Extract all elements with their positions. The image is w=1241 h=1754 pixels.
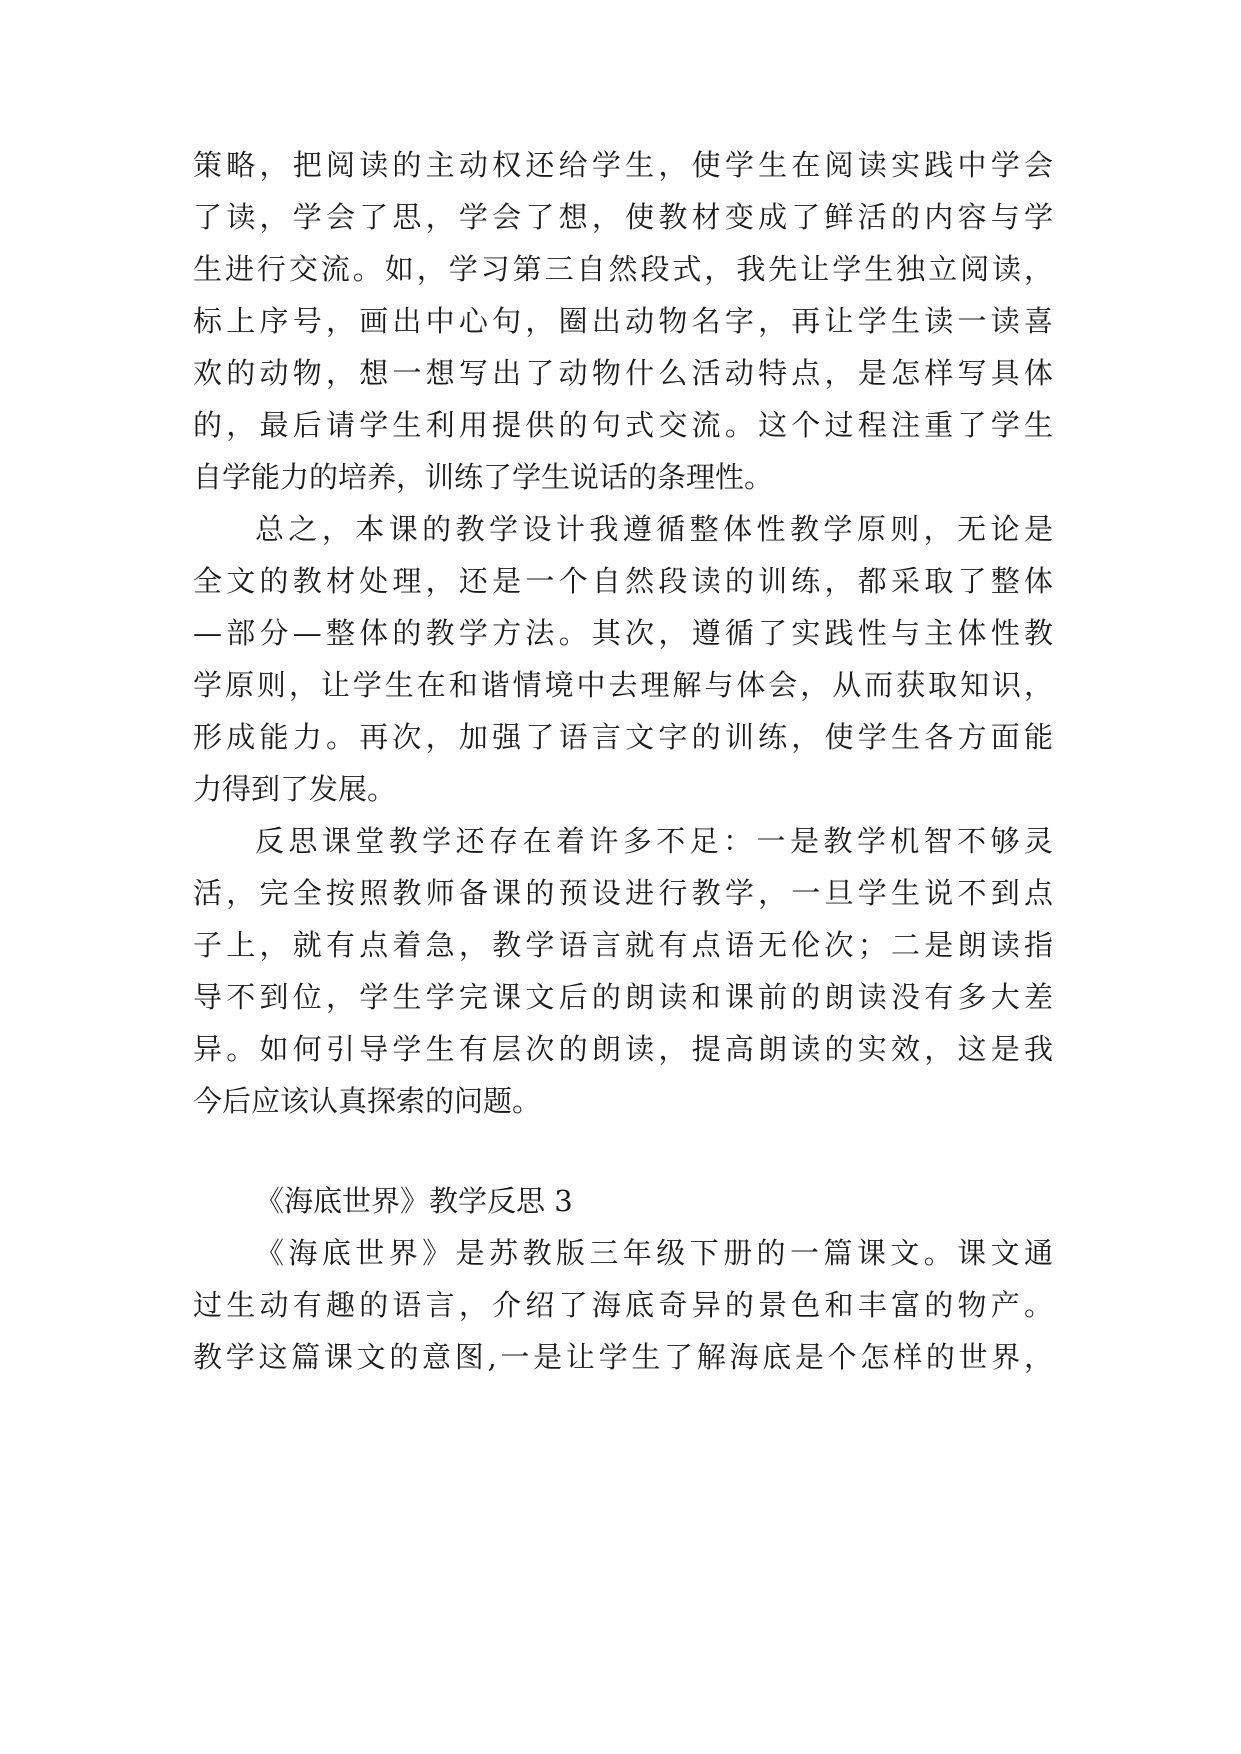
text-line: 子上，就有点着急，教学语言就有点语无伦次；二是朗读指 — [193, 928, 1053, 962]
text-line: 自学能力的培养，训练了学生说话的条理性。 — [193, 460, 774, 494]
text-line: 过生动有趣的语言，介绍了海底奇异的景色和丰富的物产。 — [193, 1288, 1053, 1322]
text-line: 异。如何引导学生有层次的朗读，提高朗读的实效，这是我 — [193, 1032, 1053, 1066]
paragraph-first-line: 《海底世界》是苏教版三年级下册的一篇课文。课文通 — [255, 1236, 1053, 1270]
paragraph-first-line: 总之，本课的教学设计我遵循整体性教学原则，无论是 — [255, 512, 1053, 546]
text-line: 今后应该认真探索的问题。 — [193, 1084, 542, 1118]
text-line: 欢的动物，想一想写出了动物什么活动特点，是怎样写具体 — [193, 356, 1053, 390]
section-heading: 《海底世界》教学反思 3 — [255, 1184, 573, 1218]
text-line: 形成能力。再次，加强了语言文字的训练，使学生各方面能 — [193, 720, 1053, 754]
paragraph-first-line: 反思课堂教学还存在着许多不足：一是教学机智不够灵 — [255, 824, 1053, 858]
text-line: 学原则，让学生在和谐情境中去理解与体会，从而获取知识， — [193, 668, 1053, 702]
text-line: 标上序号，画出中心句，圈出动物名字，再让学生读一读喜 — [193, 304, 1053, 338]
text-line: 全文的教材处理，还是一个自然段读的训练，都采取了整体 — [193, 564, 1053, 598]
text-line: 力得到了发展。 — [193, 772, 397, 806]
text-line: 了读，学会了思，学会了想，使教材变成了鲜活的内容与学 — [193, 200, 1053, 234]
text-line: 生进行交流。如，学习第三自然段式，我先让学生独立阅读， — [193, 252, 1053, 286]
text-line: 导不到位，学生学完课文后的朗读和课前的朗读没有多大差 — [193, 980, 1053, 1014]
text-line: 策略，把阅读的主动权还给学生，使学生在阅读实践中学会 — [193, 148, 1053, 182]
text-line: 教学这篇课文的意图,一是让学生了解海底是个怎样的世界， — [193, 1340, 1053, 1374]
text-line: —部分—整体的教学方法。其次，遵循了实践性与主体性教 — [193, 616, 1053, 650]
text-line: 的，最后请学生利用提供的句式交流。这个过程注重了学生 — [193, 408, 1053, 442]
text-line: 活，完全按照教师备课的预设进行教学，一旦学生说不到点 — [193, 876, 1053, 910]
